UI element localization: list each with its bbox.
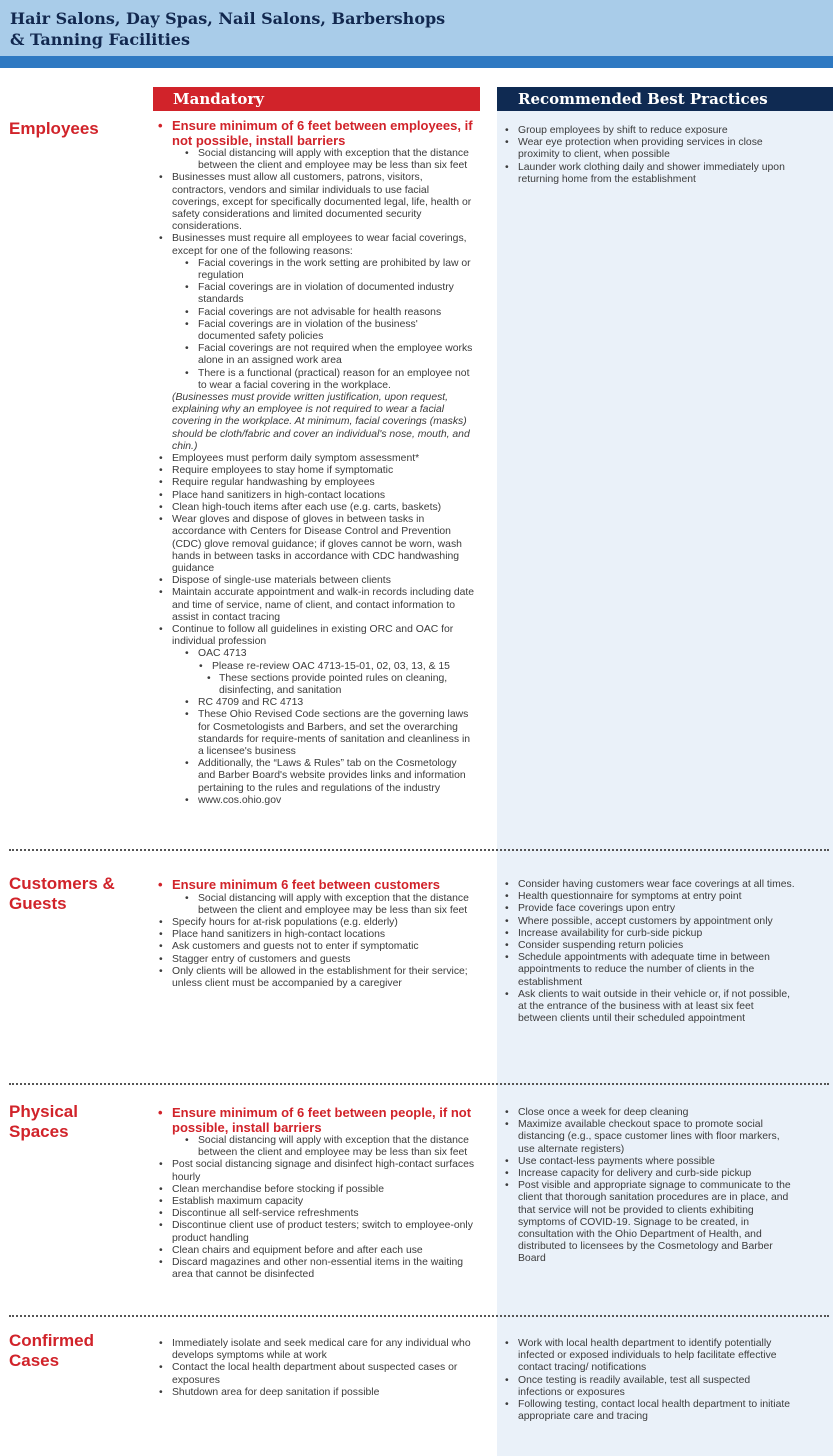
section-divider <box>9 1315 829 1317</box>
bullet-item: • Work with local health department to identify potentially infected or exposed individuals to help facilitate effective contact tracing/ notifications <box>503 1338 795 1375</box>
bullet-item: • Health questionnaire for symptoms at entry point <box>503 891 795 903</box>
page-title <box>10 8 480 50</box>
bullet-item: • Shutdown area for deep sanitation if possible <box>157 1387 475 1399</box>
bullet-item: • Social distancing will apply with exception that the distance between the client and employee may be less than six feet <box>157 893 475 917</box>
bullet-item: • Wear eye protection when providing services in close proximity to client, when possible <box>503 137 795 161</box>
section-divider <box>9 849 829 851</box>
section-label: Customers & Guests <box>9 874 115 913</box>
bullet-item: • Provide face coverings upon entry <box>503 903 795 915</box>
bullet-item: • OAC 4713 <box>157 648 475 660</box>
bullet-item: • Place hand sanitizers in high-contact locations <box>157 929 475 941</box>
bullet-item: • Use contact-less payments where possible <box>503 1156 795 1168</box>
bullet-item: • Wear gloves and dispose of gloves in between tasks in accordance with Centers for Disease Control and Prevention (CDC) glove removal guidance; if gloves cannot be worn, wash hands in between tasks in accordance with CDC handwashing guidance <box>157 514 475 575</box>
page-title-line-2: & Tanning Facilities <box>10 30 190 49</box>
mandatory-headline: • Ensure minimum of 6 feet between people, if not possible, install barriers <box>157 1106 475 1135</box>
bullet-item: • Once testing is readily available, test all suspected infections or exposures <box>503 1375 795 1399</box>
bullet-item: • Increase availability for curb-side pickup <box>503 928 795 940</box>
mandatory-headline: • Ensure minimum of 6 feet between employees, if not possible, install barriers <box>157 119 475 148</box>
mandatory-list <box>157 1106 475 1281</box>
section-label: Employees <box>9 119 99 138</box>
bullet-item: • Launder work clothing daily and shower immediately upon returning home from the establishment <box>503 162 795 186</box>
bullet-item: • Clean merchandise before stocking if possible <box>157 1184 475 1196</box>
bullet-item: • Close once a week for deep cleaning <box>503 1107 795 1119</box>
mandatory-list <box>157 1338 475 1399</box>
bullet-item: • Only clients will be allowed in the establishment for their service; unless client must be accompanied by a caregiver <box>157 966 475 990</box>
recommended-list <box>503 1107 795 1266</box>
bullet-item: • Require employees to stay home if symptomatic <box>157 465 475 477</box>
bullet-item: • These sections provide pointed rules on cleaning, disinfecting, and sanitation <box>157 673 475 697</box>
bullet-item: • Facial coverings are not advisable for health reasons <box>157 307 475 319</box>
bullet-item: • Ask clients to wait outside in their vehicle or, if not possible, at the entrance of the business with at least six feet between clients until their scheduled appointment <box>503 989 795 1026</box>
bullet-item: • There is a functional (practical) reason for an employee not to wear a facial covering in the workplace. <box>157 368 475 392</box>
mandatory-list <box>157 119 475 807</box>
bullet-item: • Please re-review OAC 4713-15-01, 02, 03, 13, & 15 <box>157 661 475 673</box>
bullet-item: • Group employees by shift to reduce exposure <box>503 125 795 137</box>
bullet-item: • Place hand sanitizers in high-contact locations <box>157 490 475 502</box>
bullet-item: • Discard magazines and other non-essential items in the waiting area that cannot be disinfected <box>157 1257 475 1281</box>
header-rule <box>0 56 833 68</box>
bullet-item: • Clean high-touch items after each use (e.g. carts, baskets) <box>157 502 475 514</box>
bullet-item: • Consider suspending return policies <box>503 940 795 952</box>
mandatory-list <box>157 878 475 990</box>
bullet-item: • Additionally, the “Laws & Rules” tab on the Cosmetology and Barber Board's website provides links and information pertaining to the rules and regulations of the industry <box>157 758 475 795</box>
section-label: Physical Spaces <box>9 1102 78 1141</box>
bullet-item: • Businesses must allow all customers, patrons, visitors, contractors, vendors and similar individuals to use facial coverings, except for specifically documented legal, life, health or safety considerations and limited documented security considerations. <box>157 172 475 233</box>
bullet-item: • Schedule appointments with adequate time in between appointments to reduce the number of clients in the establishment <box>503 952 795 989</box>
mandatory-headline: • Ensure minimum 6 feet between customers <box>157 878 475 893</box>
bullet-item: • Dispose of single-use materials between clients <box>157 575 475 587</box>
bullet-item: • Social distancing will apply with exception that the distance between the client and employee may be less than six feet <box>157 1135 475 1159</box>
bullet-item: • www.cos.ohio.gov <box>157 795 475 807</box>
mandatory-column-header: Mandatory <box>153 87 480 111</box>
section-divider <box>9 1083 829 1085</box>
bullet-item: • Businesses must require all employees to wear facial coverings, except for one of the following reasons: <box>157 233 475 257</box>
bullet-item: • Where possible, accept customers by appointment only <box>503 916 795 928</box>
bullet-item: • Establish maximum capacity <box>157 1196 475 1208</box>
bullet-item: • Maintain accurate appointment and walk-in records including date and time of service, name of client, and contact information to assist in contact tracing <box>157 587 475 624</box>
bullet-item: • Discontinue client use of product testers; switch to employee-only product handling <box>157 1220 475 1244</box>
bullet-item: • Stagger entry of customers and guests <box>157 954 475 966</box>
bullet-item: • Facial coverings are in violation of the business' documented safety policies <box>157 319 475 343</box>
bullet-item: • Continue to follow all guidelines in existing ORC and OAC for individual profession <box>157 624 475 648</box>
note-text: (Businesses must provide written justification, upon request, explaining why an employee is not required to wear a facial covering in the workplace. At minimum, facial coverings (masks) should be cloth/fabric and cover an individual's nose, mouth, and chin.) <box>172 392 470 452</box>
bullet-item: • Following testing, contact local health department to initiate appropriate care and tracing <box>503 1399 795 1423</box>
bullet-item: • Social distancing will apply with exception that the distance between the client and employee may be less than six feet <box>157 148 475 172</box>
bullet-item: • Clean chairs and equipment before and after each use <box>157 1245 475 1257</box>
bullet-item: • Consider having customers wear face coverings at all times. <box>503 879 795 891</box>
bullet-item: • Contact the local health department about suspected cases or exposures <box>157 1362 475 1386</box>
bullet-item: • Specify hours for at-risk populations (e.g. elderly) <box>157 917 475 929</box>
bullet-item: • Immediately isolate and seek medical care for any individual who develops symptoms while at work <box>157 1338 475 1362</box>
bullet-item: • Discontinue all self-service refreshments <box>157 1208 475 1220</box>
recommended-list <box>503 1338 795 1423</box>
recommended-list <box>503 879 795 1025</box>
bullet-item: • Require regular handwashing by employees <box>157 477 475 489</box>
recommended-column-header: Recommended Best Practices <box>497 87 833 111</box>
bullet-item: • Facial coverings are in violation of documented industry standards <box>157 282 475 306</box>
bullet-item: • Increase capacity for delivery and curb-side pickup <box>503 1168 795 1180</box>
bullet-item: • RC 4709 and RC 4713 <box>157 697 475 709</box>
page-title-line-1: Hair Salons, Day Spas, Nail Salons, Barbershops <box>10 9 446 28</box>
recommended-list <box>503 125 795 186</box>
bullet-item: • Facial coverings in the work setting are prohibited by law or regulation <box>157 258 475 282</box>
bullet-item: • Ask customers and guests not to enter if symptomatic <box>157 941 475 953</box>
bullet-item: • Post visible and appropriate signage to communicate to the client that thorough sanitation procedures are in place, and that service will not be provided to clients exhibiting symptoms of COVID-19. Signage to be created, in consultation with the Ohio Department of Health, and distributed to licensees by the Cosmetology and Barber Board <box>503 1180 795 1265</box>
bullet-item: • These Ohio Revised Code sections are the governing laws for Cosmetologists and Barbers, and set the overarching standards for require-ments of sanitation and cleanliness in a licensee's business <box>157 709 475 758</box>
section-label: Confirmed Cases <box>9 1331 94 1370</box>
bullet-item: • Maximize available checkout space to promote social distancing (e.g., space customer lines with floor markers, use alternate registers) <box>503 1119 795 1156</box>
bullet-item: • Facial coverings are not required when the employee works alone in an assigned work area <box>157 343 475 367</box>
bullet-item: • Employees must perform daily symptom assessment* <box>157 453 475 465</box>
bullet-item: • Post social distancing signage and disinfect high-contact surfaces hourly <box>157 1159 475 1183</box>
